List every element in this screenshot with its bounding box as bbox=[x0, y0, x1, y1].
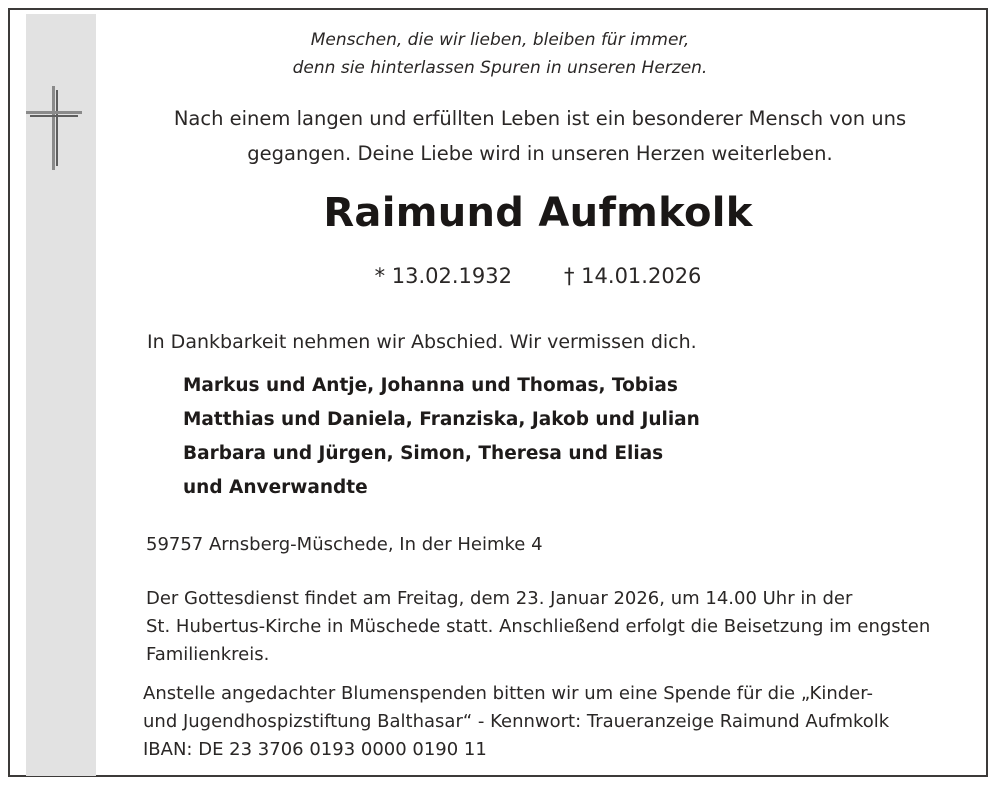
intro-line-2: gegangen. Deine Liebe wird in unseren Herzen weiterleben. bbox=[247, 142, 833, 165]
donation-line-1: Anstelle angedachter Blumenspenden bitten wir um eine Spende für die „Kinder- bbox=[143, 683, 873, 704]
family-line: und Anverwandte bbox=[183, 477, 368, 498]
service-line-1: Der Gottesdienst findet am Freitag, dem 23. Januar 2026, um 14.00 Uhr in der bbox=[146, 588, 853, 609]
family-line: Barbara und Jürgen, Simon, Theresa und Elias bbox=[183, 443, 664, 464]
service-line-3: Familienkreis. bbox=[146, 644, 270, 665]
address: 59757 Arnsberg-Müschede, In der Heimke 4 bbox=[146, 534, 543, 555]
farewell-text: In Dankbarkeit nehmen wir Abschied. Wir vermissen dich. bbox=[147, 331, 697, 353]
deceased-name: Raimund Aufmkolk bbox=[323, 190, 753, 236]
quote-line-1: Menschen, die wir lieben, bleiben für immer, bbox=[310, 30, 690, 50]
service-line-2: St. Hubertus-Kirche in Müschede statt. Anschließend erfolgt die Beisetzung im engsten bbox=[146, 616, 931, 637]
family-line: Markus und Antje, Johanna und Thomas, Tobias bbox=[183, 375, 678, 396]
life-dates bbox=[0, 264, 1000, 288]
family-line: Matthias und Daniela, Franziska, Jakob und Julian bbox=[183, 409, 700, 430]
donation-line-2: und Jugendhospizstiftung Balthasar“ - Kennwort: Traueranzeige Raimund Aufmkolk bbox=[143, 711, 890, 732]
iban: IBAN: DE 23 3706 0193 0000 0190 11 bbox=[143, 739, 487, 760]
death-date: † 14.01.2026 bbox=[564, 264, 702, 288]
quote-line-2: denn sie hinterlassen Spuren in unseren Herzen. bbox=[292, 58, 708, 78]
intro-line-1: Nach einem langen und erfüllten Leben ist ein besonderer Mensch von uns bbox=[173, 107, 907, 130]
birth-date: * 13.02.1932 bbox=[374, 264, 512, 288]
